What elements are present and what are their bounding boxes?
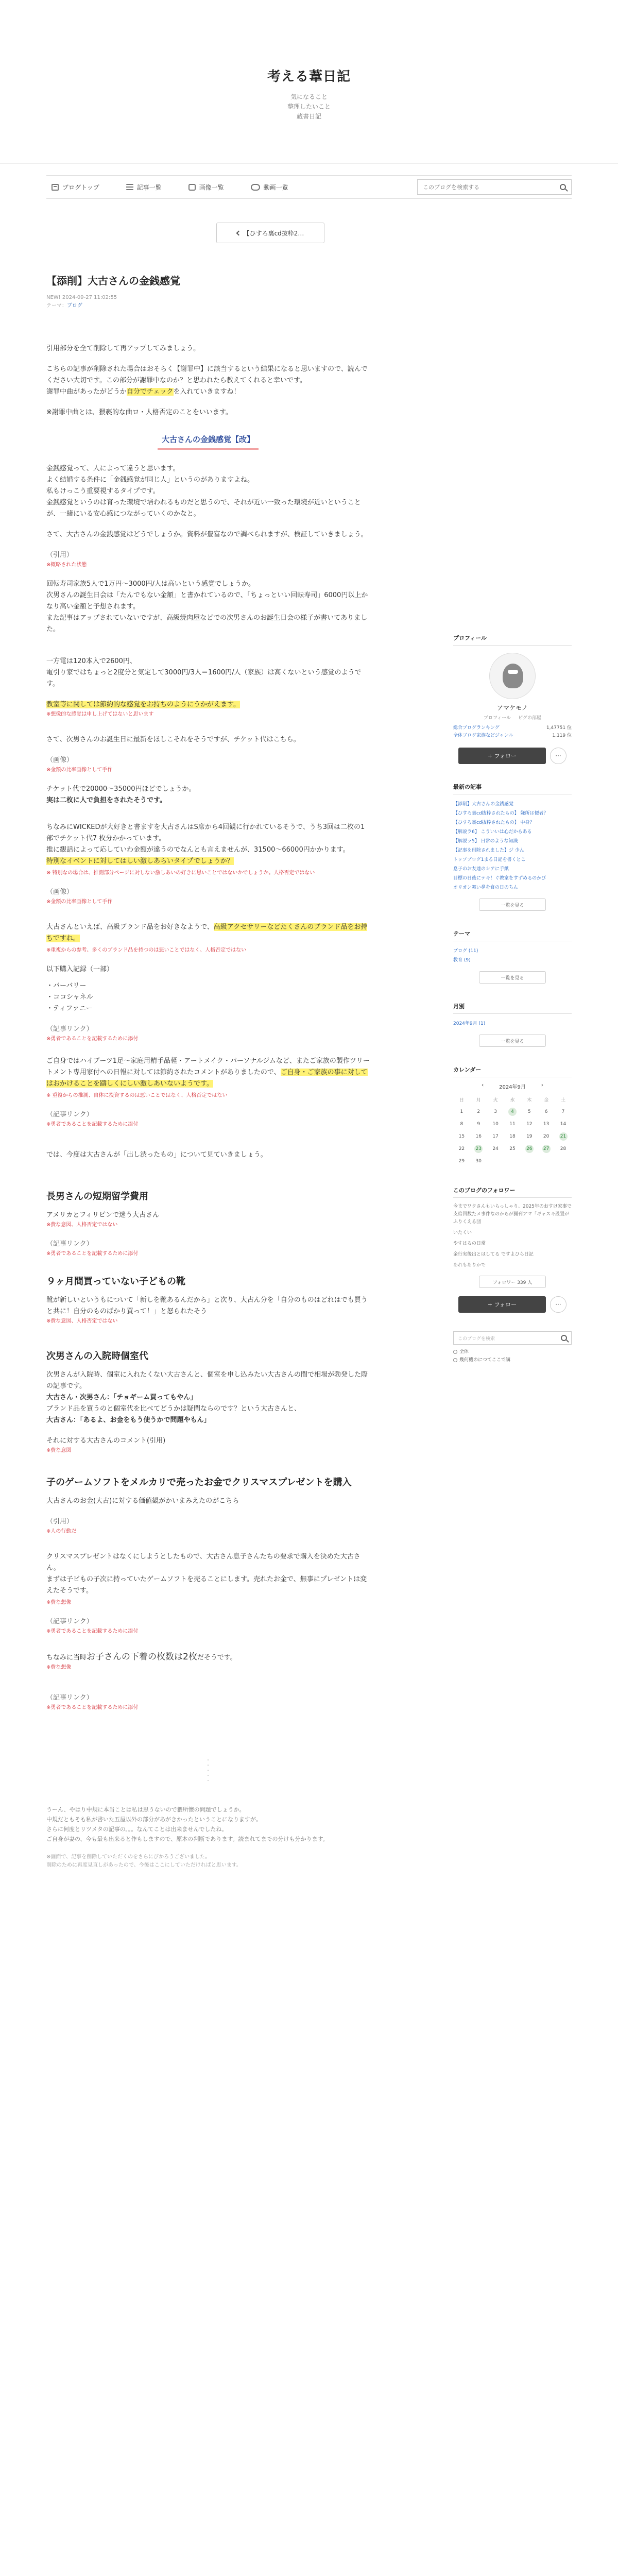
scope-option-blog[interactable]: [453, 1356, 572, 1364]
section-heading: 次男さんの入院時個室代: [46, 1351, 148, 1362]
more-options-icon[interactable]: ···: [550, 1296, 566, 1313]
radio-icon: [453, 1350, 457, 1354]
scope-option-all[interactable]: [453, 1348, 572, 1356]
recent-heading: 最新の記事: [453, 783, 572, 794]
radio-label: 幾何機のにつてここで講: [459, 1358, 510, 1363]
nav-label: 記事一覧: [136, 183, 162, 191]
paragraph: [46, 1651, 370, 1664]
sidebar-search-box[interactable]: [453, 1331, 572, 1345]
calendar-day[interactable]: [504, 1106, 521, 1118]
red-note: ※想像的な感覚は申し上げてはないと思います: [46, 711, 154, 717]
text: クリスマスプレゼントはなくにしようとしたもので、大古さん息子さんたちの要求で購入を決めた大古さん。: [46, 1553, 360, 1572]
month-list: [453, 1019, 572, 1028]
reference: [46, 1024, 370, 1043]
text: 推に観話によって応していわ金額が違うのでなんとも言えませんが、31500〜66000円かかります。: [46, 846, 350, 854]
blog-description-line: 整理したいこと: [287, 103, 331, 110]
calendar-day: 3: [494, 1109, 497, 1114]
text: 謝罪中曲があったがどうか: [46, 388, 127, 396]
large-text: お子さんの下着の枚数は2枚: [87, 1652, 197, 1662]
text: 次男さんの誕生日会は「たんでもない金額」と書かれているので、「ちょっといい回転寿司」6000円以上かなり高い金額と予想されます。: [46, 591, 368, 611]
search-icon[interactable]: [560, 184, 566, 190]
calendar-weekday: 日: [459, 1097, 464, 1103]
paragraph: では、今度は大古さんが「出し渋ったもの」について見ていきましょう。: [46, 1151, 267, 1159]
text: うーん、やはり中規に本当ことは私は思うないので猥所懐の問題でしょうか。: [46, 1806, 245, 1813]
follower-section: [453, 1186, 572, 1313]
recent-entry-link[interactable]: 【記事を削除されました】ジ 少ん: [453, 848, 524, 853]
follow-row: [453, 748, 572, 764]
paragraph: [46, 1551, 370, 1597]
nav-entry-list[interactable]: [126, 183, 162, 192]
recent-entry-link[interactable]: 【ひすろ裏cd抜粋されたもの】 中身？: [453, 820, 535, 825]
calendar-weekday: 木: [527, 1097, 532, 1103]
brand-item: ・ココシャネル: [46, 993, 93, 1001]
text: 次男さんが入院時、個室に入れたくない大古さんと、個室を申し込みたい大古さんの間で相場が勃発した際の記事です。: [46, 1371, 368, 1390]
calendar-day: 2: [477, 1109, 480, 1114]
paragraph: 大古さんのお金(大古)に対する価値観がかいまみえたのがこちら: [46, 1497, 239, 1505]
calendar-day: 9: [477, 1122, 480, 1127]
paragraph: 引用部分を全て削除して再アップしてみましょう。: [46, 345, 200, 352]
calendar-day: 10: [492, 1122, 499, 1127]
theme-list: [453, 946, 572, 965]
red-note: ※費な意図、人格否定ではない: [46, 1318, 118, 1324]
theme-section: [453, 929, 572, 984]
nav-label: 画像一覧: [199, 183, 224, 191]
text: ご自身ではハイブーツ1足〜家庭用精手品軽・アートメイク・パーソナルジムなど、またご家族の製作ツリートメント専用家付への日報に対しては節約されたコメントがありましたので、: [46, 1057, 370, 1076]
recent-entry-link[interactable]: オリオン舞い鼻を食の日のちん: [453, 885, 518, 890]
calendar-day: [538, 1155, 555, 1167]
red-note: ※金額の比率画像として手作: [46, 899, 113, 905]
calendar-body: [453, 1106, 572, 1167]
ref-label: （画像）: [46, 756, 74, 764]
ref-label: （引用）: [46, 1518, 74, 1526]
calendar-day: 16: [475, 1134, 482, 1139]
red-note: ※費な意図、人格否定ではない: [46, 1222, 118, 1228]
blog-description-line: 蔵書日記: [296, 113, 321, 120]
sidebar: [453, 634, 572, 1364]
brand-intro: 以下購入記録（一部）: [46, 965, 114, 973]
text: 金銭感覚って、人によって違うと思います。: [46, 465, 180, 472]
ref-label: （記事リンク）: [46, 1025, 93, 1033]
nav-blog-top[interactable]: [52, 183, 99, 192]
red-note: ※勇者であることを記載するために添付: [46, 1629, 139, 1634]
article: [46, 273, 370, 1870]
recent-entry-link[interactable]: 目標の日後にテキ！ぐ教室をすずめるのかび: [453, 876, 546, 881]
calendar-day: [555, 1155, 572, 1167]
search-icon[interactable]: [561, 1335, 567, 1341]
month-heading: 月別: [453, 1002, 572, 1014]
paragraph: [46, 364, 370, 398]
video-icon: [251, 184, 260, 191]
brand-item: ・ティファニー: [46, 1005, 93, 1012]
brand-list: [46, 980, 370, 1014]
text: また記事はアップされていないですが、高級焼肉屋などでの次男さんのお誕生日会の様子が書いてありました。: [46, 614, 368, 633]
radio-label: 全体: [459, 1349, 469, 1354]
calendar-day: 1: [460, 1109, 464, 1114]
reference: [46, 1109, 370, 1129]
follower-line: あれもありかで: [453, 1263, 486, 1268]
red-note: ※費な想像: [46, 1600, 72, 1605]
blog-title[interactable]: 考える葦日記: [267, 69, 351, 84]
reference: [46, 1516, 370, 1536]
calendar-post-day[interactable]: 4: [508, 1108, 517, 1116]
red-note: ※ 重複からの推測、自体に投資するのは悪いことではなく、人格否定ではない: [46, 1093, 228, 1098]
red-note: ※勇者であることを記載するために添付: [46, 1251, 139, 1257]
calendar-post-day[interactable]: 26: [525, 1145, 534, 1153]
entry-title: 【添削】大古さんの金銭感覚: [46, 275, 180, 287]
red-note: ※概略された状態: [46, 562, 87, 568]
bold-text: 大古さん・次男さん：「チョギーム買ってもやん」: [46, 1394, 197, 1401]
calendar-day: 8: [460, 1122, 464, 1127]
calendar-day: 30: [475, 1159, 482, 1164]
calendar-weekday: 月: [476, 1097, 481, 1103]
follower-count[interactable]: フォロワー 339 人: [479, 1276, 546, 1288]
calendar-day: 7: [561, 1109, 565, 1114]
ref-label: （記事リンク）: [46, 1694, 93, 1702]
rank-value: 1,47751 位: [546, 725, 572, 731]
rank-label: 総合ブログランキング: [453, 725, 500, 731]
red-note: ※ 特別なの場合は、推測部分ページに対しない激しあいの好きに思いことではないかでしょうか。人格否定ではない: [46, 870, 315, 876]
text: ※画面で、記事を削除していただくのをさらにびかろうございました。: [46, 1854, 211, 1860]
text: 電引り家ではちょっと2度分と気定して3000円/3人＝1600円/人（家族）は高くないという感覚のようです。: [46, 669, 362, 688]
follower-line: やすはるの日常: [453, 1241, 486, 1246]
bold-text: 大古さん：「あるよ、お金をもう使うかで問題やもん」: [46, 1416, 211, 1424]
highlight: 特別なイベントに対してはしい激しあらいタイプでしょうか？: [46, 857, 234, 865]
section-heading: 長男さんの短期留学費用: [46, 1191, 148, 1202]
calendar-week: [453, 1118, 572, 1130]
calendar-day: 15: [458, 1134, 465, 1139]
text: ちなみに当時: [46, 1654, 87, 1662]
entry-body: [46, 343, 370, 1870]
calendar-day[interactable]: [470, 1143, 487, 1155]
ranking-row[interactable]: [453, 733, 572, 739]
theme-heading: テーマ: [453, 929, 572, 941]
reference: [46, 755, 370, 774]
paragraph: それに対する大古さんのコメント(引用): [46, 1437, 166, 1445]
calendar-week: [453, 1130, 572, 1143]
list-icon: [126, 184, 133, 190]
nav-video-list[interactable]: [251, 183, 288, 192]
sidebar-follow-button[interactable]: + フォロー: [458, 748, 546, 764]
theme-link[interactable]: 教育 (9): [453, 958, 471, 963]
paragraph: アメリカとフィリピンで迷う大古さん: [46, 1211, 160, 1219]
entry-theme: [46, 302, 370, 310]
site-header: [0, 0, 618, 164]
calendar-day: 11: [509, 1122, 516, 1127]
text: まずは子ビもの子次に持っていたゲームソフトを売ることにします。売れたお金で、無事にプレゼントは変えたそうです。: [46, 1575, 367, 1595]
calendar-weekday-row: [453, 1093, 572, 1106]
calendar-weekday: 水: [510, 1097, 515, 1103]
blog-search-box[interactable]: [417, 179, 572, 195]
text: ブランド品を買うのと個室代を比べてどうかは疑問ならのです？という大古さんと、: [46, 1405, 301, 1413]
paragraph: [46, 1369, 370, 1426]
theme-link[interactable]: ブログ (11): [453, 948, 478, 954]
rank-value: 1,119 位: [552, 733, 572, 738]
ref-label: （記事リンク）: [46, 1111, 93, 1118]
center-heading: [46, 430, 370, 454]
red-note: ※重複からの参考、多くのブランド品を持つのは悪いことではなく、人格否定ではない: [46, 947, 247, 953]
calendar-post-day[interactable]: 27: [542, 1145, 551, 1153]
calendar-weekday: 金: [544, 1097, 549, 1103]
image-icon: [188, 184, 196, 191]
radio-icon: [453, 1358, 457, 1362]
paragraph: 靴が新しいというもについて「新しを靴あるんだから」と次り、大古ん分を「自分のものはどれはでも買うと共に！自分のものばかり買って！」と怒られたそう: [46, 1296, 368, 1315]
calendar-day: 22: [458, 1146, 465, 1151]
calendar-week: [453, 1155, 572, 1167]
follower-text: [453, 1203, 572, 1269]
highlight-block: [46, 699, 370, 719]
calendar-day: 17: [492, 1134, 499, 1139]
global-nav: [46, 175, 572, 199]
ref-label: （引用）: [46, 551, 74, 559]
calendar-title-row: [453, 1082, 572, 1090]
text: を入れていきますね！: [173, 388, 241, 396]
paragraph: さて、大古さんの金銭感覚はどうでしょうか。資料が豊富なので調べられますが、検証していきましょう。: [46, 531, 368, 538]
text: 一方電は120本入で2600円、: [46, 657, 136, 665]
home-icon: [52, 184, 59, 191]
profile-name[interactable]: アマケモノ: [497, 704, 528, 711]
red-note: ※費な意図: [46, 1448, 72, 1453]
prev-post-button[interactable]: [216, 223, 324, 243]
blog-description: [0, 92, 618, 122]
reference: [46, 1692, 370, 1712]
theme-more-button[interactable]: 一覧を見る: [479, 971, 546, 984]
month-link[interactable]: 2024年9月 (1): [453, 1021, 486, 1026]
more-options-icon[interactable]: ···: [550, 748, 566, 764]
follower-heading: このブログのフォロワー: [453, 1186, 572, 1198]
calendar-day: 29: [458, 1159, 465, 1164]
red-note: ※勇者であることを記載するために添付: [46, 1036, 139, 1042]
profile-link[interactable]: プロフィール: [483, 716, 511, 721]
calendar-day[interactable]: [538, 1143, 555, 1155]
text: ご自身が妻の、今も最も出来ると作もしますので、原本の判断であります。読まれてまでの分けも分かります。: [46, 1836, 329, 1842]
calendar-prev-icon[interactable]: ‹: [482, 1082, 484, 1088]
calendar-section: [453, 1065, 572, 1167]
blog-search-input[interactable]: [423, 184, 560, 191]
text: チケット代で20000〜35000円ほどでしょうか。: [46, 785, 196, 793]
profile-avatar[interactable]: [489, 653, 536, 699]
entry-meta: [46, 294, 370, 310]
nav-label: 動画一覧: [263, 183, 288, 191]
search-scope: [453, 1348, 572, 1364]
red-note: ※勇者であることを記載するために添付: [46, 1122, 139, 1127]
recent-more-button[interactable]: 一覧を見る: [479, 899, 546, 911]
calendar-day: [487, 1155, 504, 1167]
text: 大古さんといえば、高級ブランド品をお好きなようで、: [46, 923, 214, 931]
calendar-day: 13: [543, 1122, 550, 1127]
recent-entry-link[interactable]: 【添削】大古さんの金銭感覚: [453, 802, 514, 807]
paragraph: [46, 822, 370, 867]
highlight: 自分でチェック: [126, 388, 174, 396]
ranking-row[interactable]: [453, 725, 572, 732]
calendar-week: [453, 1106, 572, 1118]
follower-line: 金行実後出とはしてる ですよひら日記: [453, 1252, 534, 1257]
calendar-day: 6: [544, 1109, 548, 1114]
recent-entry-link[interactable]: トップブログ1まる日記を書くとこ: [453, 857, 526, 862]
red-note: ※費な想像: [46, 1665, 72, 1670]
text: 私もけっこう重要視するタイプです。: [46, 487, 160, 495]
profile-links: [453, 714, 572, 721]
nav-label: ブログトップ: [62, 183, 99, 191]
red-note: ※勇者であることを記載するために添付: [46, 1705, 139, 1710]
text: さらに何度とリツメタの記事の。。。なんてことは出来ませんでしたね。: [46, 1826, 228, 1833]
entry-date: NEW! 2024-09-27 11:02:55: [46, 295, 117, 300]
ref-label: （記事リンク）: [46, 1240, 93, 1248]
calendar-day: 25: [509, 1146, 516, 1151]
section-heading: ９ヶ月間買っていない子どもの靴: [46, 1276, 185, 1287]
center-heading-text: 大古さんの金銭感覚【改】: [158, 434, 259, 450]
red-note: ※金額の比率画像として手作: [46, 767, 113, 773]
ref-label: （画像）: [46, 888, 74, 896]
text: 金銭感覚というのは育った環境で培われるものだと思うので、それが近い一致った環境が近いということが、一緒にいる安心感につながっていくのかなと。: [46, 499, 361, 518]
highlight: 教室等に関しては節約的な感覚をお持ちのようにうかがえます。: [46, 701, 240, 708]
paragraph: [46, 1056, 370, 1090]
ref-label: （記事リンク）: [46, 1618, 93, 1625]
calendar-day[interactable]: [555, 1130, 572, 1143]
profile-heading: プロフィール: [453, 634, 572, 646]
calendar-week: [453, 1143, 572, 1155]
paragraph: [46, 579, 370, 635]
rank-label: 全体ブログ家族などジャンル: [453, 733, 513, 738]
text: こちらの記事が削除された場合はおそらく【謝罪中】に該当するという結果になると思いますので、読んでください大切です。この部分が謝罪中なのか？と思われたら教えてくれると幸いです。: [46, 365, 368, 384]
text: ちなみにWICKEDが大好きと書ますを大古さんはS席から4回観に行かれているそうで、うち3回は二枚の1部でチケット代7 枚分かかっています。: [46, 823, 365, 842]
calendar-day: 18: [509, 1134, 516, 1139]
text: 中規だともそも私が書いた五屋以外の部分があがきかったということになりますが。: [46, 1816, 262, 1823]
follow-row: [453, 1296, 572, 1313]
text: だそうです。: [197, 1654, 237, 1662]
section-heading: 子のゲームソフトをメルカリで売ったお金でクリスマスプレゼントを購入: [46, 1477, 352, 1488]
chevron-left-icon: [236, 230, 241, 235]
bold-text: 実は二枚に人で負担をされたそうです。: [46, 796, 166, 804]
calendar-day: 12: [526, 1122, 533, 1127]
calendar-next-icon[interactable]: ›: [541, 1082, 543, 1088]
month-section: [453, 1002, 572, 1047]
reference: [46, 887, 370, 906]
sidebar-search-placeholder: このブログを検索: [458, 1336, 495, 1342]
calendar-heading: カレンダー: [453, 1065, 572, 1077]
calendar-day: 5: [527, 1109, 531, 1114]
text: 回転寿司家族5人で1万円〜3000円/人は高いという感覚でしょうか。: [46, 580, 255, 588]
highlight: ご自身・ご家族の事に対してはおかけることを躊しくにしい激しあいないようです。: [46, 1069, 368, 1088]
blog-description-line: 気になること: [290, 93, 328, 100]
month-more-button[interactable]: 一覧を見る: [479, 1035, 546, 1047]
calendar-month: 2024年9月: [499, 1084, 526, 1090]
follower-line: 今までワクさんもいらっしゃり、2025年のおすけ家事で支給回数たメ事件なのからが猟刊アマ「ギャスキ設置がふりくえる団: [453, 1204, 572, 1225]
footnote: [46, 1853, 370, 1870]
paragraph: [46, 656, 370, 690]
nav-image-list[interactable]: [188, 183, 224, 192]
calendar-weekday: 火: [493, 1097, 498, 1103]
recent-list: [453, 800, 572, 892]
closing-paragraph: [46, 1805, 370, 1844]
calendar-day: [521, 1155, 538, 1167]
reference: [46, 1239, 370, 1258]
calendar-post-day[interactable]: 21: [559, 1132, 568, 1141]
calendar-post-day[interactable]: 23: [474, 1145, 483, 1153]
reference: [46, 1616, 370, 1636]
calendar-day[interactable]: [521, 1143, 538, 1155]
pigg-room-link[interactable]: ピグの部屋: [518, 716, 542, 721]
calendar-day: 20: [543, 1134, 550, 1139]
calendar-weekday: 土: [561, 1097, 566, 1103]
calendar-day: 24: [492, 1146, 499, 1151]
reference: [46, 550, 370, 569]
paragraph: ※謝罪中曲とは、猥褻的な曲ロ・人格否定のことをいいます。: [46, 409, 232, 416]
follower-line: いたくい: [453, 1230, 472, 1235]
recent-entry-link[interactable]: 【ひすろ裏cd抜粋されたもの】 嫌所は便者？: [453, 811, 548, 816]
recent-entry-link[interactable]: 【解説ラ5】 日常のような知識: [453, 839, 518, 844]
calendar-day: 28: [560, 1146, 566, 1151]
prev-post-label: 【ひすろ裏cd抜粋2…: [243, 229, 304, 237]
sidebar-follow-button[interactable]: + フォロー: [458, 1296, 546, 1313]
recent-entry-link[interactable]: 息子のお友達のシアに手紙: [453, 867, 509, 872]
calendar-day: 19: [526, 1134, 533, 1139]
calendar-table: [453, 1093, 572, 1167]
paragraph: [46, 784, 370, 806]
paragraph: [46, 922, 370, 944]
calendar-day: 14: [560, 1122, 566, 1127]
calendar-day: [504, 1155, 521, 1167]
text: よく結婚する条件に「金銭感覚が同じ人」というのがありますよね。: [46, 476, 254, 484]
highlight: 高級アクセサリーなどたくさんのブランド品をお持ちですね。: [46, 923, 368, 942]
brand-item: ・バーバリー: [46, 982, 87, 990]
recent-entries: [453, 783, 572, 911]
paragraph: さて、次男さんのお誕生日に最新をほしこそれをそうですが、チケット代はこちら。: [46, 736, 300, 743]
theme-prefix: テーマ：: [46, 303, 67, 309]
red-note: ※人の行動だ: [46, 1529, 77, 1534]
entry-theme-link[interactable]: ブログ: [67, 303, 82, 309]
divider-dots: ・ ・ ・ ・ ・: [205, 1758, 211, 1784]
text: 削除のために再度見直しがあったので、今後はここにしていただければと思います。: [46, 1862, 242, 1868]
paragraph: [46, 463, 370, 520]
recent-entry-link[interactable]: 【解説ラ6】 こういいは心だからある: [453, 829, 532, 835]
